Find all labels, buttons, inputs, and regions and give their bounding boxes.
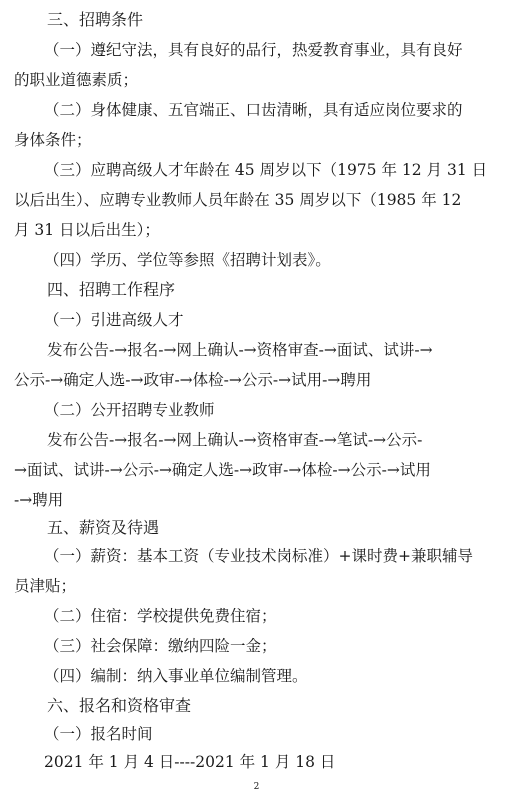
housing-line: （二）住宿：学校提供免费住宿；: [44, 607, 277, 625]
condition-2-line-2: 身体条件；: [14, 131, 92, 149]
procedure-1-flow-line-2: 公示-→确定人选-→政审-→体检-→公示-→试用-→聘用: [14, 371, 372, 389]
staffing-line: （四）编制：纳入事业单位编制管理。: [44, 667, 308, 685]
procedure-2-flow-line-3: -→聘用: [14, 491, 64, 509]
condition-3-line-2: 以后出生）、应聘专业教师人员年龄在 35 周岁以下（1985 年 12: [14, 191, 462, 209]
procedure-2-flow-line-1: 发布公告-→报名-→网上确认-→资格审查-→笔试-→公示-: [47, 431, 423, 449]
salary-line-2: 员津贴；: [14, 577, 77, 595]
condition-3-line-3: 月 31 日以后出生）；: [14, 221, 160, 239]
section-3-heading: 三、招聘条件: [47, 10, 144, 29]
salary-line-1: （一）薪资：基本工资（专业技术岗标准）+课时费+兼职辅导: [44, 547, 473, 565]
section-5-heading: 五、薪资及待遇: [47, 518, 160, 537]
section-4-heading: 四、招聘工作程序: [47, 280, 176, 299]
condition-2-line-1: （二）身体健康、五官端正、口齿清晰，具有适应岗位要求的: [44, 101, 463, 119]
page-number: 2: [253, 782, 260, 792]
procedure-1-title: （一）引进高级人才: [44, 311, 184, 329]
condition-4: （四）学历、学位等参照《招聘计划表》。: [44, 251, 331, 269]
condition-3-line-1: （三）应聘高级人才年龄在 45 周岁以下（1975 年 12 月 31 日: [44, 161, 488, 179]
procedure-1-flow-line-1: 发布公告-→报名-→网上确认-→资格审查-→面试、试讲-→: [47, 341, 433, 359]
condition-1-line-1: （一）遵纪守法，具有良好的品行，热爱教育事业，具有良好: [44, 41, 463, 59]
procedure-2-title: （二）公开招聘专业教师: [44, 401, 215, 419]
registration-period: 2021 年 1 月 4 日----2021 年 1 月 18 日: [44, 753, 336, 771]
procedure-2-flow-line-2: →面试、试讲-→公示-→确定人选-→政审-→体检-→公示-→试用: [14, 461, 431, 479]
insurance-line: （三）社会保障：缴纳四险一金；: [44, 637, 277, 655]
section-6-heading: 六、报名和资格审查: [47, 696, 192, 715]
condition-1-line-2: 的职业道德素质；: [14, 71, 139, 89]
registration-time-title: （一）报名时间: [44, 725, 153, 743]
